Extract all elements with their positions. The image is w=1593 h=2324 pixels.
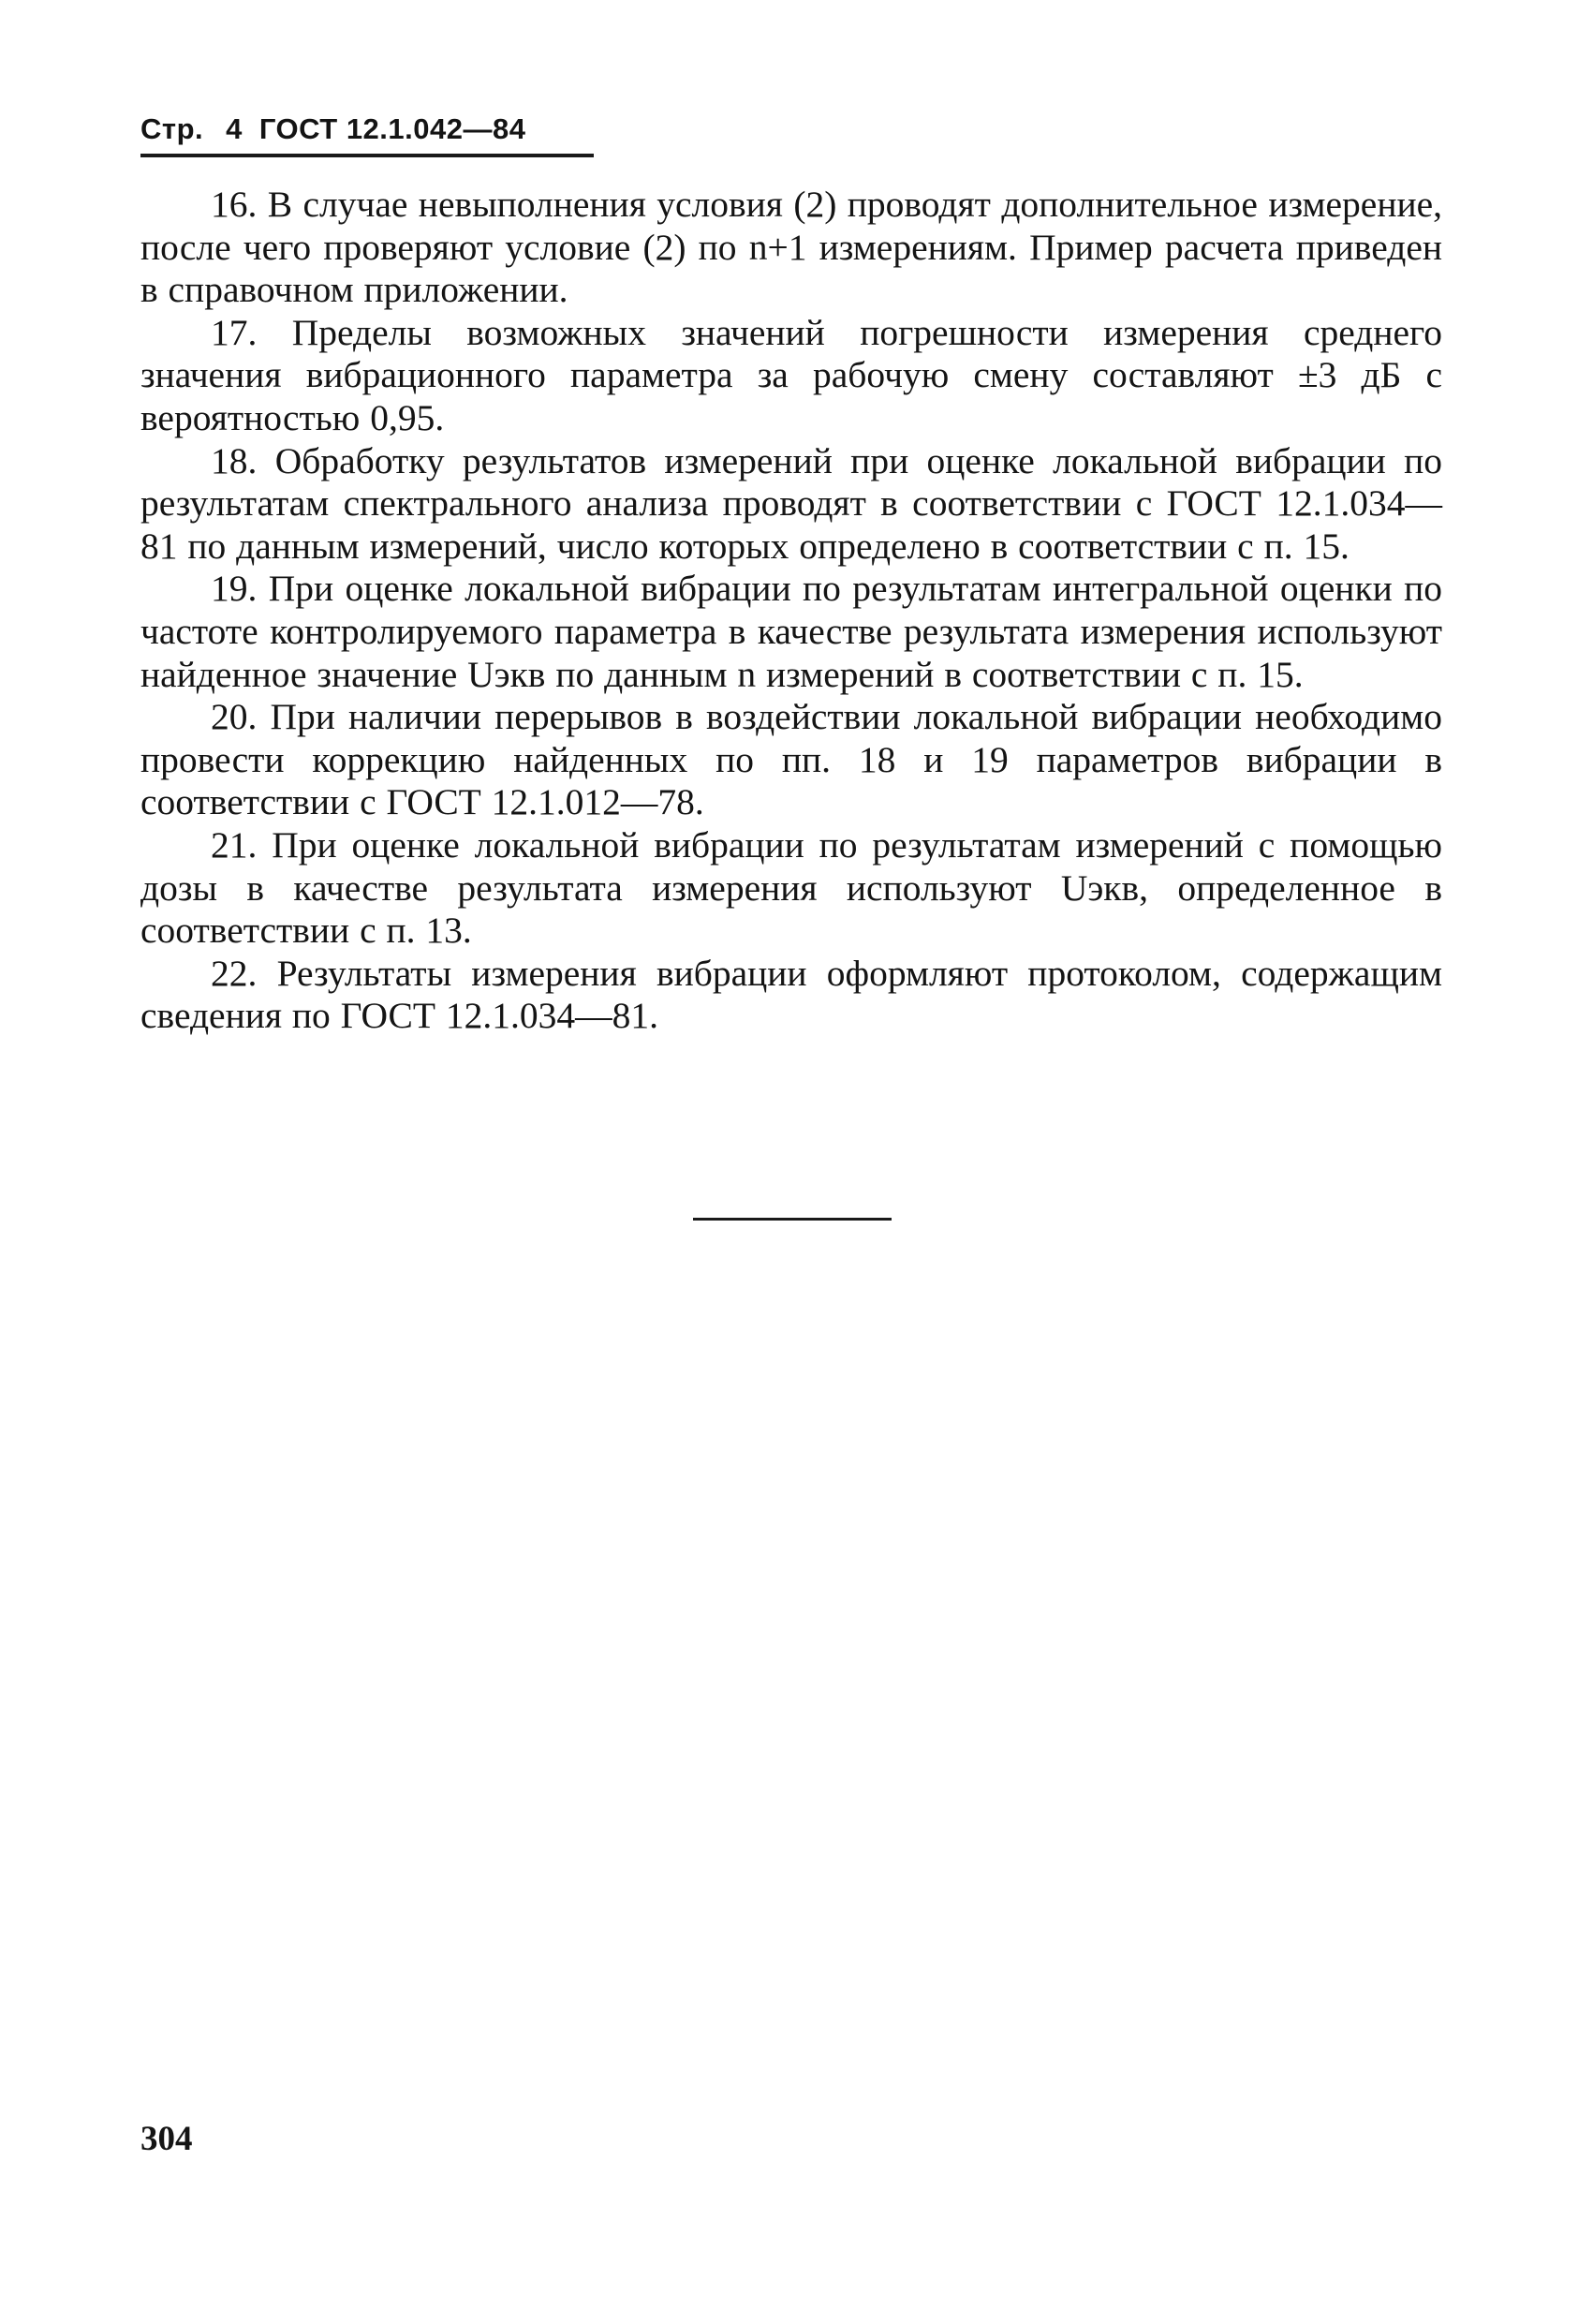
paragraph-text: В случае невыполнения условия (2) проводят дополнительное измерение, после чего проверяют условие (2) по n+1 измерениям. Пример расчета приведен в справочном приложении. — [140, 184, 1443, 311]
paragraph-number: 18. — [211, 439, 258, 481]
standard-designation: ГОСТ 12.1.042—84 — [258, 112, 526, 145]
paragraph-number: 16. — [211, 184, 258, 225]
paragraph-16 — [140, 184, 1442, 312]
page-number: 4 — [226, 112, 243, 145]
paragraph-number: 17. — [211, 311, 258, 353]
paragraph-text: Пределы возможных значений погрешности измерения среднего значения вибрационного параметра за рабочую смену составляют ±3 дБ с вероятностью 0,95. — [140, 311, 1443, 438]
page-prefix: Стр. — [140, 112, 204, 145]
paragraph-text: При оценке локальной вибрации по результатам интегральной оценки по частоте контролируемого параметра в качестве результата измерения используют найденное значение Uэкв по данным n измерений в соответствии с п. 15. — [140, 568, 1443, 695]
running-header — [140, 109, 594, 150]
paragraph-19 — [140, 568, 1442, 696]
paragraph-22 — [140, 953, 1442, 1038]
paragraph-18 — [140, 440, 1442, 569]
paragraph-text: Результаты измерения вибрации оформляют протоколом, содержащим сведения по ГОСТ 12.1.034—81. — [140, 952, 1443, 1037]
folio-page-number: 304 — [140, 2120, 193, 2158]
paragraph-text: Обработку результатов измерений при оценке локальной вибрации по результатам спектрального анализа проводят в соответствии с ГОСТ 12.1.034—81 по данным измерений, число которых определено в соответствии с п. 15. — [140, 439, 1443, 567]
paragraph-17 — [140, 312, 1442, 440]
paragraph-number: 22. — [211, 952, 258, 994]
paragraph-number: 19. — [211, 568, 258, 610]
end-of-text-rule — [693, 1218, 892, 1221]
paragraph-number: 20. — [211, 696, 258, 738]
paragraph-21 — [140, 824, 1442, 953]
paragraph-20 — [140, 696, 1442, 824]
paragraph-text: При наличии перерывов в воздействии локальной вибрации необходимо провести коррекцию найденных по пп. 18 и 19 параметров вибрации в соответствии с ГОСТ 12.1.012—78. — [140, 696, 1443, 823]
paragraph-number: 21. — [211, 823, 258, 866]
header-rule — [140, 154, 594, 157]
body-text — [140, 184, 1442, 1038]
paragraph-text: При оценке локальной вибрации по результатам измерений с помощью дозы в качестве результата измерения используют Uэкв, определенное в соответствии с п. 13. — [140, 823, 1443, 952]
